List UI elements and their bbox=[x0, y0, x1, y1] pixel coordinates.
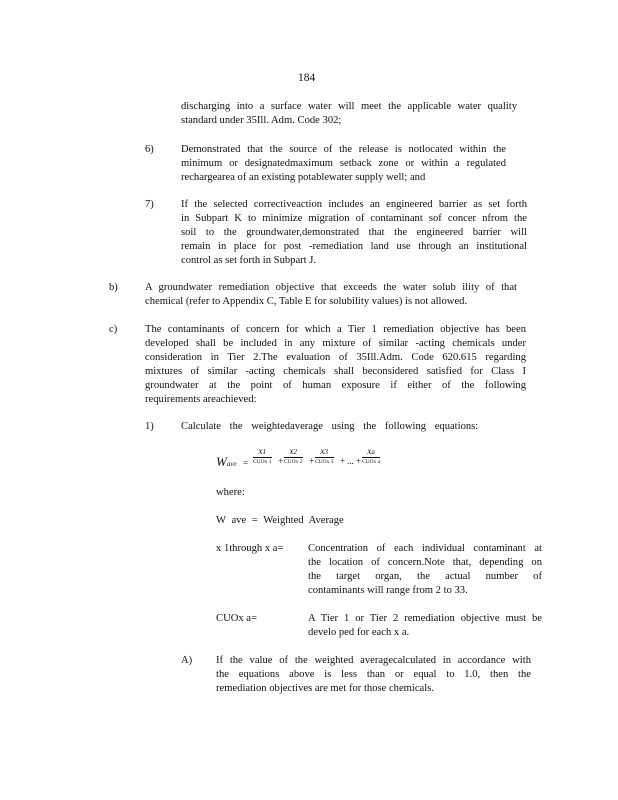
text-line: in Subpart K to minimize migration of contaminant sof concer nfrom the bbox=[181, 213, 527, 224]
text-line: rechargearea of an existing potablewater supply well; and bbox=[181, 172, 426, 183]
definition-wave: W ave = Weighted Average bbox=[216, 515, 344, 526]
item-6-label: 6) bbox=[145, 144, 154, 155]
item-6-paragraph bbox=[181, 143, 506, 185]
text-line: control as set forth in Subpart J. bbox=[181, 255, 317, 266]
equation-plus: + bbox=[340, 456, 346, 466]
step-1-text: Calculate the weightedaverage using the following equations: bbox=[181, 421, 479, 432]
text-line: standard under 35Ill. Adm. Code 302; bbox=[181, 115, 342, 126]
text-line: A groundwater remediation objective that exceeds the water solub ility of that bbox=[145, 282, 517, 293]
text-line: developed shall be included in any mixture of similar -acting chemicals under bbox=[145, 338, 526, 349]
text-line: discharging into a surface water will meet the applicable water quality bbox=[181, 101, 517, 112]
section-c-label: c) bbox=[109, 324, 118, 335]
text-line: develo ped for each x a. bbox=[308, 627, 410, 638]
text-line: remediation objectives are met for those chemicals. bbox=[216, 683, 434, 694]
text-line: Demonstrated that the source of the release is notlocated within the bbox=[181, 144, 506, 155]
equation-term-2: x2 CUOx 2 bbox=[284, 446, 303, 465]
text-line: soil to the groundwater,demonstrated that the engineered barrier will bbox=[181, 227, 527, 238]
equation-plus: + bbox=[356, 456, 362, 466]
item-7-label: 7) bbox=[145, 199, 154, 210]
definition-cuox-term: CUOx a= bbox=[216, 613, 257, 624]
text-line: requirements areachieved: bbox=[145, 394, 257, 405]
text-line: groundwater at the point of human exposure if either of the following bbox=[145, 380, 526, 391]
text-line: consideration in Tier 2.The evaluation of 35Ill.Adm. Code 620.615 regarding bbox=[145, 352, 526, 363]
equation-plus: + bbox=[309, 456, 315, 466]
text-line: If the selected correctiveaction includes an engineered barrier as set forth bbox=[181, 199, 527, 210]
item-7-paragraph bbox=[181, 198, 527, 268]
text-line: A Tier 1 or Tier 2 remediation objective must be bbox=[308, 613, 542, 624]
text-line: remain in place for post -remediation land use through an institutional bbox=[181, 241, 527, 252]
step-1-label: 1) bbox=[145, 421, 154, 432]
text-line: Concentration of each individual contaminant at bbox=[308, 543, 542, 554]
definition-x-desc bbox=[308, 542, 542, 598]
equation-equals: = bbox=[243, 458, 249, 468]
section-c-paragraph bbox=[145, 323, 526, 407]
equation-ellipsis: ... bbox=[347, 456, 354, 466]
text-line: minimum or designatedmaximum setback zone or within a regulated bbox=[181, 158, 506, 169]
text-line: chemical (refer to Appendix C, Table E for solubility values) is not allowed. bbox=[145, 296, 468, 307]
intro-paragraph bbox=[181, 100, 517, 128]
section-b-label: b) bbox=[109, 282, 118, 293]
text-line: If the value of the weighted averagecalculated in accordance with bbox=[216, 655, 531, 666]
text-line: mixtures of similar -acting chemicals shall beconsidered satisfied for Class I bbox=[145, 366, 526, 377]
definition-x-term: x 1through x a= bbox=[216, 543, 284, 554]
text-line: contaminants will range from 2 to 33. bbox=[308, 585, 468, 596]
equation-term-1: x1 CUOx 1 bbox=[253, 446, 272, 465]
definition-cuox-desc bbox=[308, 612, 542, 640]
item-a-paragraph bbox=[216, 654, 531, 696]
text-line: the equations above is less than or equal to 1.0, then the bbox=[216, 669, 531, 680]
text-line: the target organ, the actual number of bbox=[308, 571, 542, 582]
text-line: The contaminants of concern for which a Tier 1 remediation objective has been bbox=[145, 324, 526, 335]
section-b-paragraph bbox=[145, 281, 517, 309]
equation-lhs: Wave bbox=[216, 454, 237, 469]
weighted-average-equation bbox=[216, 446, 396, 476]
text-line: the location of concern.Note that, depending on bbox=[308, 557, 542, 568]
where-label: where: bbox=[216, 487, 245, 498]
item-a-label: A) bbox=[181, 655, 193, 666]
equation-term-n: xa CUOx a bbox=[362, 446, 381, 465]
page-number: 184 bbox=[298, 72, 316, 84]
equation-plus: + bbox=[278, 456, 284, 466]
equation-term-3: x3 CUOx 3 bbox=[315, 446, 334, 465]
